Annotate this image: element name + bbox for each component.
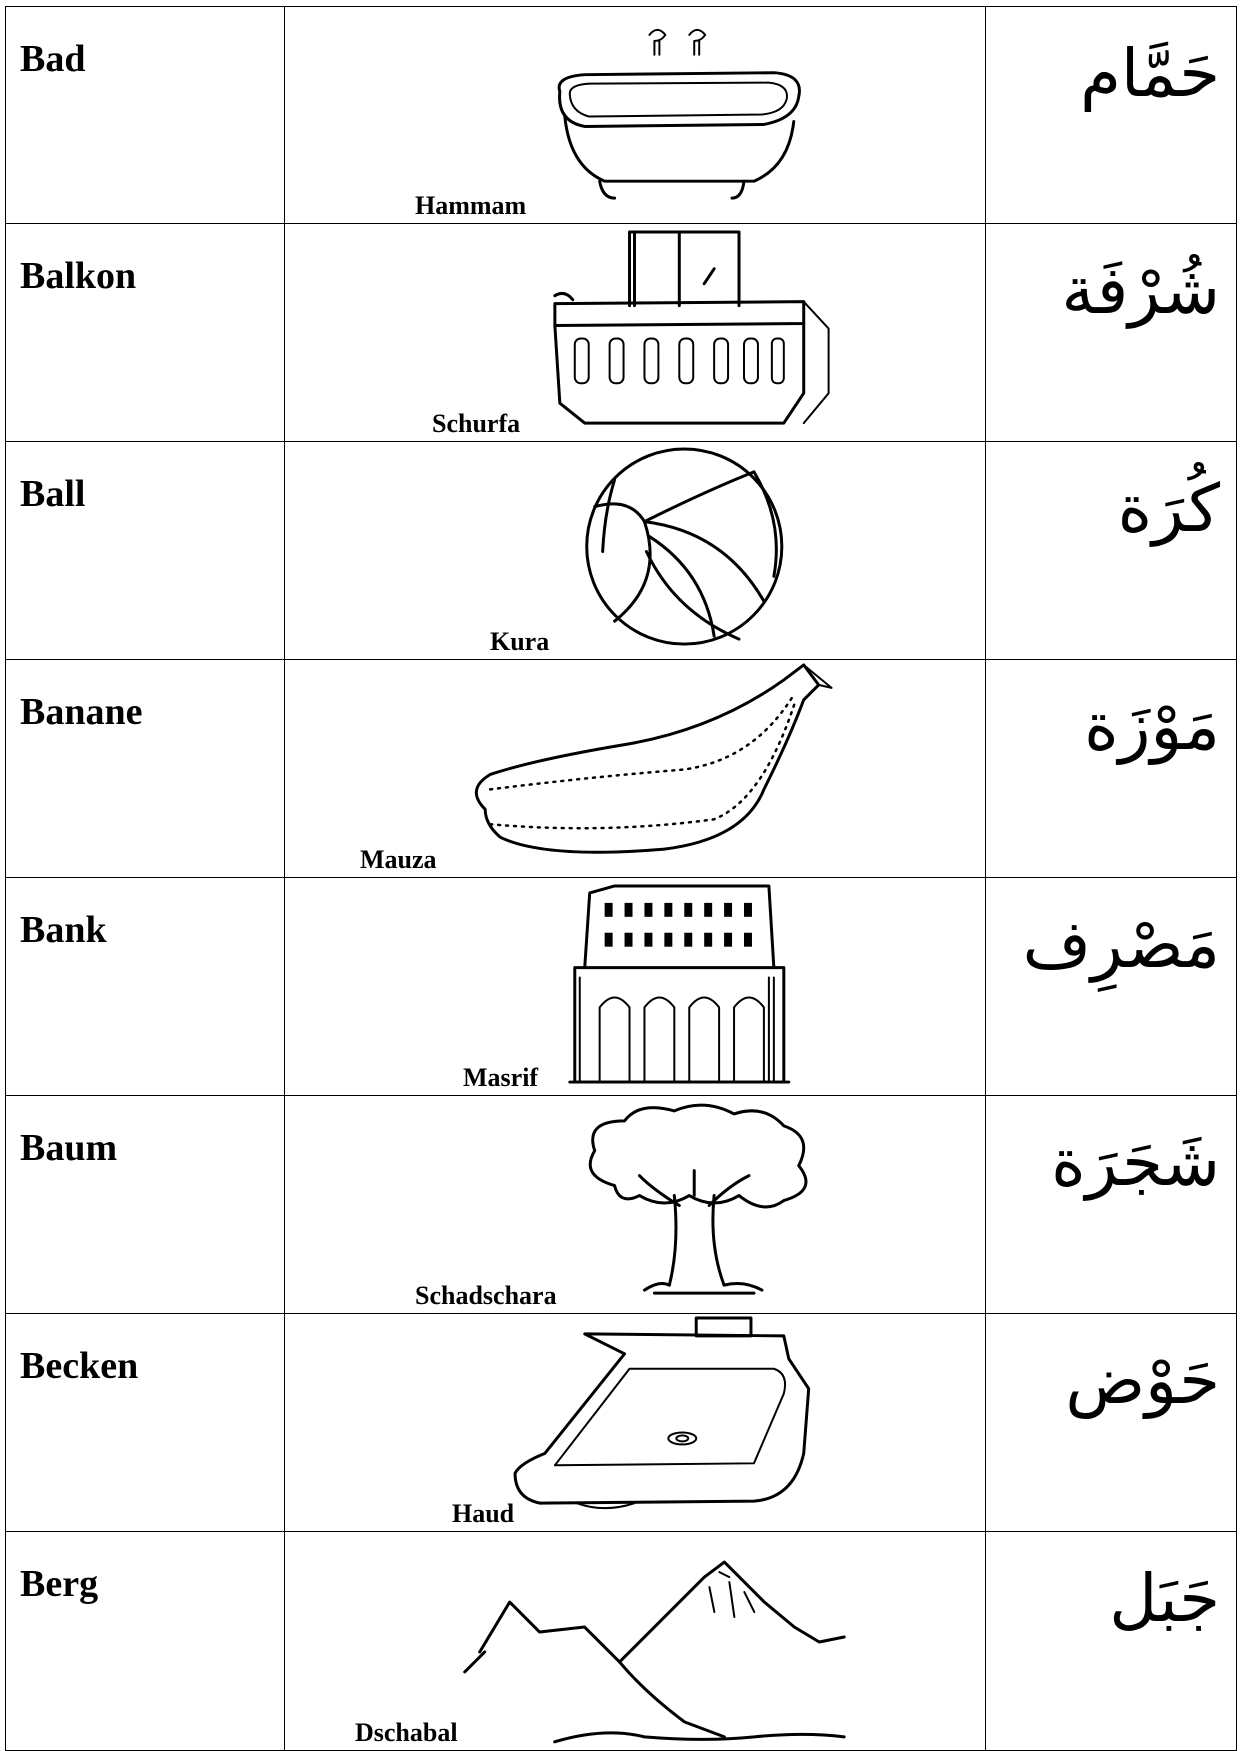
vocabulary-table (5, 6, 1237, 1751)
arabic-cell (986, 878, 1237, 1096)
picture-cell (285, 1314, 986, 1532)
vocab-row (6, 1314, 1237, 1532)
bathtub-icon (285, 7, 985, 223)
german-word: Banane (20, 691, 143, 733)
arabic-word: مَوْزَة (1084, 688, 1220, 765)
arabic-cell (986, 442, 1237, 660)
arabic-cell (986, 1314, 1237, 1532)
arabic-word: شَجَرَة (1051, 1124, 1220, 1201)
arabic-cell (986, 1096, 1237, 1314)
transliteration: Kura (490, 627, 550, 656)
vocab-row (6, 660, 1237, 878)
vocab-row (6, 1532, 1237, 1751)
bank-building-icon (285, 878, 985, 1095)
transliteration: Mauza (360, 845, 437, 874)
transliteration: Dschabal (355, 1718, 458, 1747)
vocab-row (6, 1096, 1237, 1314)
ball-icon (285, 442, 985, 659)
balcony-icon (285, 224, 985, 441)
vocab-row (6, 442, 1237, 660)
german-cell (6, 878, 285, 1096)
transliteration: Hammam (415, 191, 527, 220)
picture-cell (285, 1096, 986, 1314)
arabic-cell (986, 660, 1237, 878)
arabic-cell (986, 1532, 1237, 1751)
german-cell (6, 224, 285, 442)
vocab-row (6, 7, 1237, 224)
tree-icon (285, 1096, 985, 1313)
vocab-row (6, 878, 1237, 1096)
arabic-word: مَصْرِف (1022, 906, 1220, 983)
german-cell (6, 7, 285, 224)
sink-icon (285, 1314, 985, 1531)
transliteration: Schurfa (432, 409, 521, 438)
german-word: Ball (20, 473, 86, 515)
arabic-word: كُرَة (1117, 470, 1220, 547)
transliteration: Schadschara (415, 1281, 557, 1310)
picture-cell (285, 7, 986, 224)
german-cell (6, 1096, 285, 1314)
picture-cell (285, 1532, 986, 1751)
german-cell (6, 1532, 285, 1751)
picture-cell (285, 442, 986, 660)
transliteration: Masrif (463, 1063, 539, 1092)
german-word: Baum (20, 1127, 118, 1169)
arabic-word: حَوْض (1065, 1342, 1220, 1419)
picture-cell (285, 878, 986, 1096)
vocab-row (6, 224, 1237, 442)
german-cell (6, 1314, 285, 1532)
german-cell (6, 660, 285, 878)
picture-cell (285, 224, 986, 442)
arabic-cell (986, 224, 1237, 442)
german-word: Berg (20, 1563, 99, 1605)
german-word: Bad (20, 38, 86, 80)
picture-cell (285, 660, 986, 878)
arabic-word: حَمَّام (1080, 35, 1220, 112)
german-word: Balkon (20, 255, 137, 297)
german-word: Becken (20, 1345, 139, 1387)
transliteration: Haud (452, 1499, 515, 1528)
arabic-cell (986, 7, 1237, 224)
arabic-word: جَبَل (1109, 1560, 1220, 1637)
arabic-word: شُرْفَة (1061, 252, 1220, 329)
german-word: Bank (20, 909, 107, 951)
german-cell (6, 442, 285, 660)
